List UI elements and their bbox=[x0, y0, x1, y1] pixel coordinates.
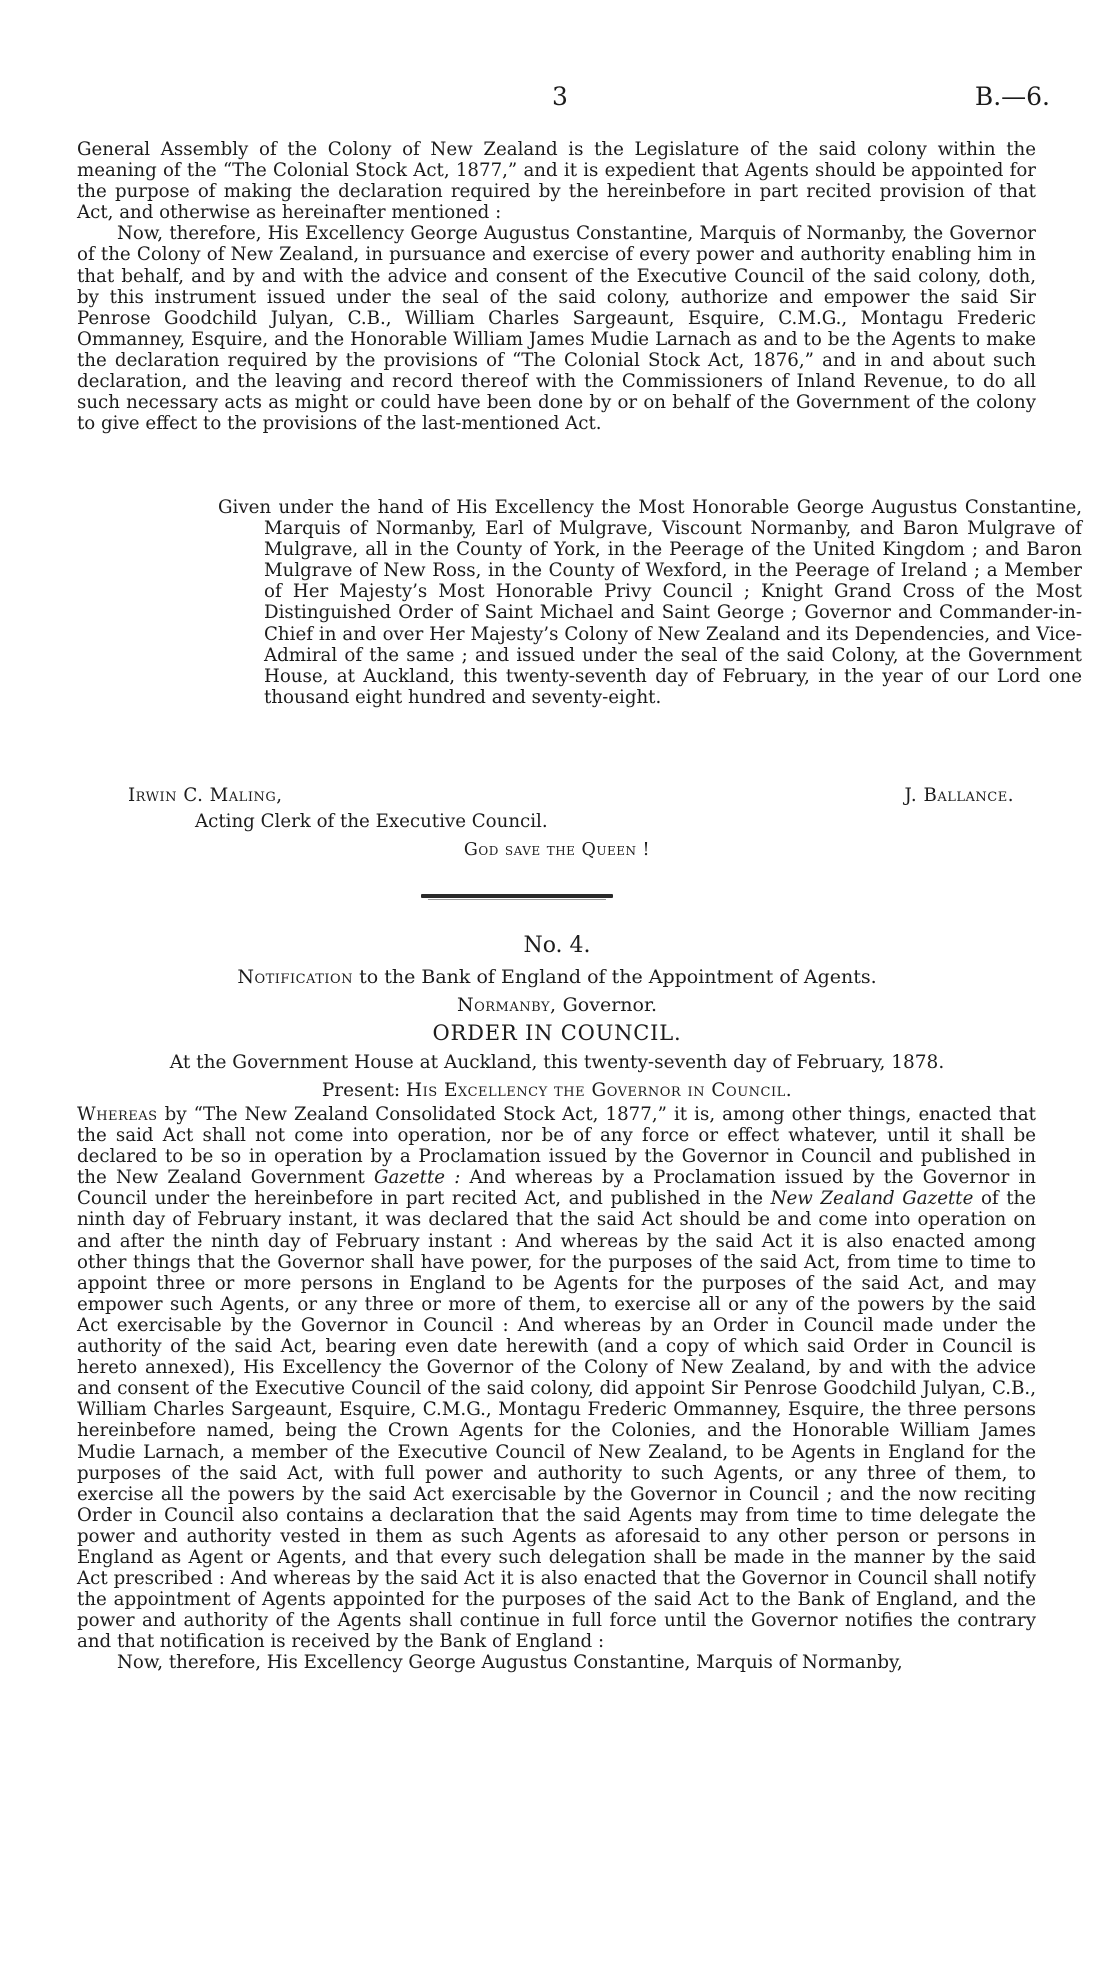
notification-rest: to the Bank of England of the Appointment of Agents. bbox=[359, 966, 877, 988]
order-in-council-heading: ORDER IN COUNCIL. bbox=[432, 1021, 682, 1045]
section-number: No. 4. bbox=[523, 933, 591, 958]
present-line bbox=[0, 1080, 1114, 1101]
section-divider-underline bbox=[428, 899, 606, 900]
gazette-word: Gazette : bbox=[373, 1167, 461, 1189]
document-reference: B.—6. bbox=[974, 82, 1050, 111]
notification-heading bbox=[0, 966, 1114, 988]
section-divider bbox=[421, 894, 613, 898]
section2-body bbox=[77, 1104, 1036, 1674]
whereas-text-a: by “The New Zealand Consolidated Stock Act, 1877,” it is, among other things, enacted that the said Act shall not come into operation, nor be of any force or effect whatever, until it shall be declared to be so in operation by a Proclamation issued by the Governor in Council and published in the New Zealand Government bbox=[77, 1104, 1036, 1189]
government-house-line: At the Government House at Auckland, this twenty-seventh day of February, 1878. bbox=[169, 1052, 945, 1073]
paragraph-whereas bbox=[77, 1104, 1036, 1652]
signatory-ballance: J. Ballance. bbox=[904, 785, 1014, 806]
page-number: 3 bbox=[552, 82, 569, 111]
present-lead: Present: bbox=[321, 1080, 401, 1101]
whereas-text-b: And whereas by a Proclamation issued by the Governor in Council under the hereinbefore in part recited Act, and published in the bbox=[77, 1167, 1036, 1210]
given-under-hand-paragraph: Given under the hand of His Excellency the Most Honorable George Augustus Constantine, Marquis of Normanby, Earl of Mulgrave, Viscount Normanby, and Baron Mulgrave of Mulgrave, all in the County of York, in the Peerage of the United Kingdom ; and Baron Mulgrave of New Ross, in the County of Wexford, in the Peerage of Ireland ; a Member of Her Majesty’s Most Honorable Privy Council ; Knight Grand Cross of the Most Distinguished Order of Saint Michael and Saint George ; Governor and Commander-in-Chief in and over Her Majesty’s Colony of New Zealand and its Dependencies, and Vice-Admiral of the same ; and issued under the seal of the said Colony, at the Government House, at Auckland, this twenty-seventh day of February, in the year of our Lord one thousand eight hundred and seventy-eight. bbox=[218, 497, 1082, 708]
signatory-maling: Irwin C. Maling, bbox=[128, 785, 283, 806]
whereas-text-c: of the ninth day of February instant, it was declared that the said Act should be and come into operation on and after the ninth day of February instant : And whereas by the said Act it is also enacted among other things that the Governor shall have power, for the purposes of the said Act, from time to time to appoint three or more persons in England to be Agents for the purposes of the said Act, and may empower such Agents, or any three or more of them, to exercise all or any of the powers by the said Act exercisable by the Governor in Council : And whereas by an Order in Council made under the authority of the said Act, bearing even date herewith (and a copy of which said Order in Council is hereto annexed), His Excellency the Governor of the Colony of New Zealand, by and with the advice and consent of the Executive Council of the said colony, did appoint Sir Penrose Goodchild Julyan, C.B., William Charles Sargeaunt, Esquire, C.M.G., Montagu Frederic Ommanney, Esquire, the three persons hereinbefore named, being the Crown Agents for the Colonies, and the Honorable William James Mudie Larnach, a member of the Executive Council of New Zealand, to be Agents in England for the purposes of the said Act, with full power and authority to such Agents, or any three of them, to exercise all the powers by the said Act exercisable by the Governor in Council ; and the now reciting Order in Council also contains a declaration that the said Agents may from time to time delegate the power and authority vested in them as such Agents as aforesaid to any other person or persons in England as Agent or Agents, and that every such delegation shall be made in the manner by the said Act prescribed : And whereas by the said Act it is also enacted that the Governor in Council shall notify the appointment of Agents appointed for the purposes of the said Act to the Bank of England, and the power and authority of the Agents shall continue in full force until the Governor notifies the contrary and that notification is received by the Bank of England : bbox=[77, 1188, 1036, 1653]
whereas-lead: Whereas bbox=[77, 1104, 158, 1125]
nz-gazette: New Zealand Gazette bbox=[770, 1188, 974, 1210]
god-save-the-queen: God save the Queen ! bbox=[463, 840, 651, 860]
paragraph-final-now-therefore: Now, therefore, His Excellency George Augustus Constantine, Marquis of Normanby, bbox=[117, 1652, 903, 1674]
present-rest: His Excellency the Governor in Council. bbox=[406, 1080, 793, 1101]
notification-lead: Notification bbox=[237, 966, 354, 988]
governor-line bbox=[0, 994, 1114, 1016]
paragraph-now-therefore: Now, therefore, His Excellency George Augustus Constantine, Marquis of Normanby, the Governor of the Colony of New Zealand, in pursuance and exercise of every power and authority enabling him in that behalf, and by and with the advice and consent of the Executive Council of the said colony, doth, by this instrument issued under the seal of the said colony, authorize and empower the said Sir Penrose Goodchild Julyan, C.B., William Charles Sargeaunt, Esquire, C.M.G., Montagu Frederic Ommanney, Esquire, and the Honorable William James Mudie Larnach as and to be the Agents to make the declaration required by the provisions of “The Colonial Stock Act, 1876,” and in and about such declaration, and the leaving and record thereof with the Commissioners of Inland Revenue, to do all such necessary acts as might or could have been done by or on behalf of the Government of the colony to give effect to the provisions of the last-mentioned Act. bbox=[77, 223, 1036, 435]
section1-body bbox=[77, 139, 1036, 434]
normanby-title: Governor. bbox=[562, 994, 658, 1016]
normanby-name: Normanby, bbox=[456, 994, 557, 1016]
paragraph-general-assembly: General Assembly of the Colony of New Zealand is the Legislature of the said colony within the meaning of the “The Colonial Stock Act, 1877,” and it is expedient that Agents should be appointed for the purpose of making the declaration required by the hereinbefore in part recited provision of that Act, and otherwise as hereinafter mentioned : bbox=[77, 139, 1036, 224]
signatory-title: Acting Clerk of the Executive Council. bbox=[195, 811, 548, 832]
